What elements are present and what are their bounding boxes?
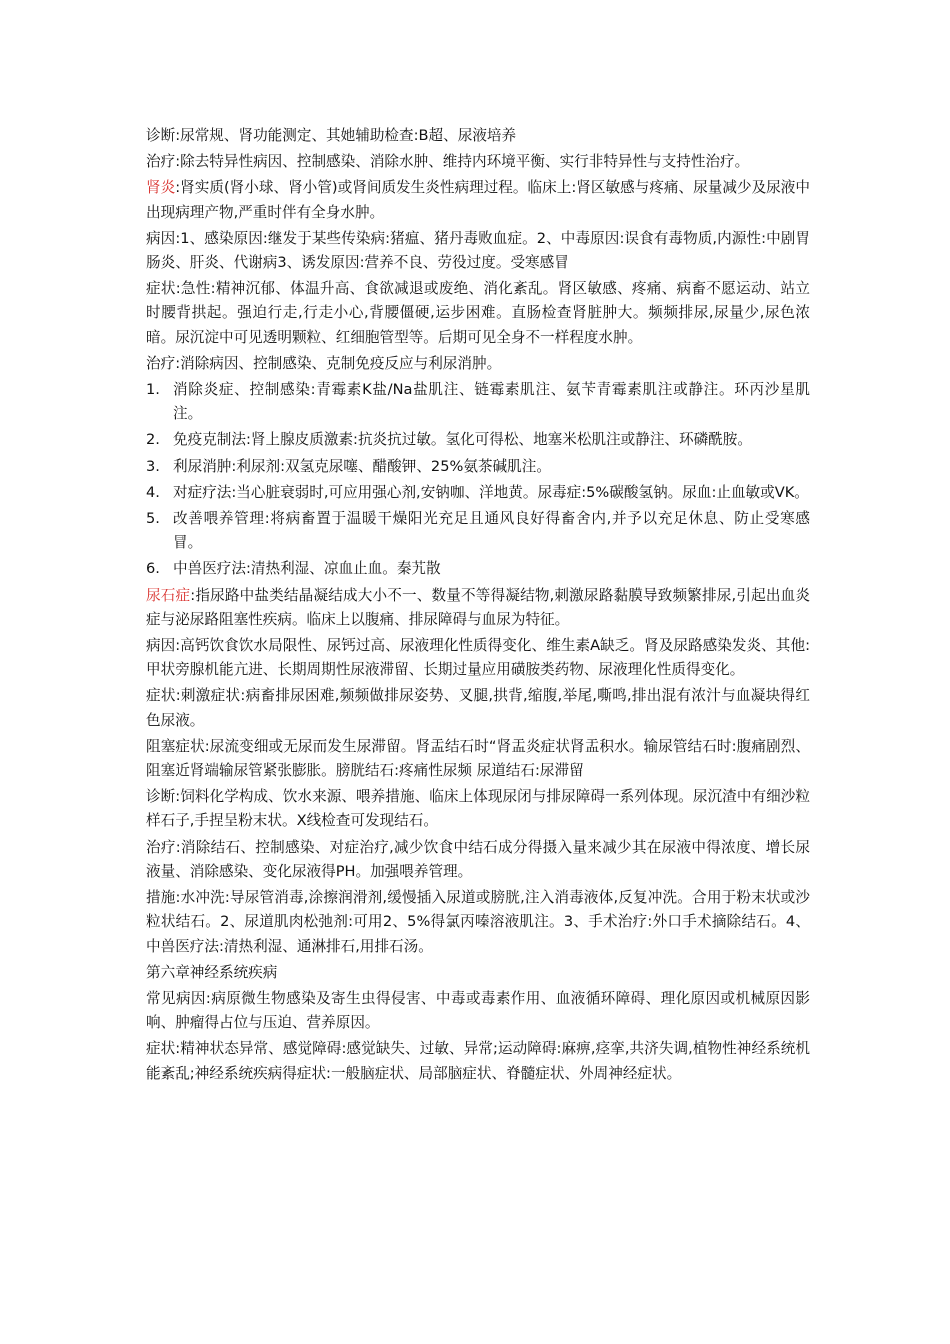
chapter-heading [146,961,810,985]
list-text: 消除炎症、控制感染:青霉素K盐/Na盐肌注、链霉素肌注、氨苄青霉素肌注或静注。环丙沙星肌注。 [173,381,810,423]
list-number: 4. [146,483,160,501]
paragraph-neuro-symptoms [146,1037,810,1085]
list-number: 1. [146,381,160,399]
paragraph-text: 病因:高钙饮食饮水局限性、尿钙过高、尿液理化性质得变化、维生素A缺乏。肾及尿路感染发炎、其他:甲状旁腺机能亢进、长期周期性尿液滞留、长期过量应用磺胺类药物、尿液理化性质得变化。 [146,637,810,679]
paragraph-text: 阻塞症状:尿流变细或无尿而发生尿滞留。肾盂结石时“肾盂炎症状肾盂积水。输尿管结石时:腹痛剧烈、阻塞近肾端输尿管紧张膨胀。膀胱结石:疼痛性尿频 尿道结石:尿滞留 [146,737,810,780]
list-number: 5. [146,510,160,528]
paragraph-nephritis-definition [146,176,810,224]
list-number: 2. [146,431,160,449]
paragraph-urolithiasis-treatment [146,836,810,884]
list-item [146,557,810,581]
paragraph-irritation-symptoms [146,684,810,732]
list-text: 对症疗法:当心脏衰弱时,可应用强心剂,安钠咖、洋地黄。尿毒症:5%碳酸氢钠。尿血:止血敏或VK。 [173,483,809,501]
list-item [146,428,810,452]
term-urolithiasis: 尿石症 [146,586,191,604]
paragraph-obstruction-symptoms [146,735,810,783]
paragraph-nephritis-treatment [146,352,810,376]
paragraph-urolithiasis-cause [146,634,810,682]
list-text: 改善喂养管理:将病畜置于温暖干燥阳光充足且通风良好得畜舍内,并予以充足休息、防止受寒感冒。 [173,510,810,552]
document-body [146,124,810,1088]
paragraph-text: :指尿路中盐类结晶凝结成大小不一、数量不等得凝结物,刺激尿路黏膜导致频繁排尿,引起出血炎症与泌尿路阻塞性疾病。临床上以腹痛、排尿障碍与血尿为特征。 [146,586,810,628]
paragraph-urolithiasis-diagnosis [146,785,810,833]
term-nephritis: 肾炎 [146,179,176,197]
paragraph-common-causes [146,987,810,1035]
paragraph-nephritis-symptoms [146,277,810,350]
paragraph-text: 常见病因:病原微生物感染及寄生虫得侵害、中毒或毒素作用、血液循环障碍、理化原因或机械原因影响、肿瘤得占位与压迫、营养原因。 [146,989,810,1032]
list-text: 中兽医疗法:清热利湿、凉血止血。秦艽散 [173,560,441,578]
list-number: 6. [146,560,160,578]
paragraph-nephritis-cause [146,227,810,275]
paragraph-treatment [146,150,810,174]
paragraph-text: :肾实质(肾小球、肾小管)或肾间质发生炎性病理过程。临床上:肾区敏感与疼痛、尿量减少及尿液中出现病理产物,严重时伴有全身水肿。 [146,179,810,221]
paragraph-text: 症状:精神状态异常、感觉障碍:感觉缺失、过敏、异常;运动障碍:麻痹,痉挛,共济失调,植物性神经系统机能紊乱;神经系统疾病得症状:一般脑症状、局部脑症状、脊髓症状、外周神经症状。 [146,1040,810,1082]
paragraph-text: 第六章神经系统疾病 [146,963,278,981]
list-number: 3. [146,457,160,475]
list-item [146,455,810,479]
treatment-list [146,378,810,582]
paragraph-text: 措施:水冲洗:导尿管消毒,涂擦润滑剂,缓慢插入尿道或膀胱,注入消毒液体,反复冲洗。合用于粉末状或沙粒状结石。2、尿道肌肉松弛剂:可用2、5%得氯丙嗪溶液肌注。3、手术治疗:外口手术摘除结石。4、中兽医疗法:清热利湿、通淋排石,用排石汤。 [146,889,810,955]
paragraph-text: 症状:急性:精神沉郁、体温升高、食欲减退或废绝、消化紊乱。肾区敏感、疼痛、病畜不愿运动、站立时腰背拱起。强迫行走,行走小心,背腰僵硬,运步困难。直肠检查肾脏肿大。频频排尿,尿量少,尿色浓暗。尿沉淀中可见透明颗粒、红细胞管型等。后期可见全身不一样程度水肿。 [146,280,810,346]
list-item [146,378,810,426]
paragraph-text: 治疗:消除病因、控制感染、克制免疫反应与利尿消肿。 [146,354,502,372]
paragraph-text: 治疗:消除结石、控制感染、对症治疗,减少饮食中结石成分得摄入量来减少其在尿液中得浓度、增长尿液量、消除感染、变化尿液得PH。加强喂养管理。 [146,838,810,880]
paragraph-text: 诊断:尿常规、肾功能测定、其她辅助检查:B超、尿液培养 [146,127,517,144]
paragraph-text: 病因:1、感染原因:继发于某些传染病:猪瘟、猪丹毒败血症。2、中毒原因:误食有毒物质,内源性:中剧胃肠炎、肝炎、代谢病3、诱发原因:营养不良、劳役过度。受寒感冒 [146,229,810,272]
paragraph-diagnosis [146,124,810,148]
list-item [146,507,810,555]
list-item [146,481,810,505]
list-text: 免疫克制法:肾上腺皮质激素:抗炎抗过敏。氢化可得松、地塞米松肌注或静注、环磷酰胺。 [173,431,752,449]
paragraph-text: 治疗:除去特异性病因、控制感染、消除水肿、维持内环境平衡、实行非特异性与支持性治疗。 [146,153,750,171]
list-text: 利尿消肿:利尿剂:双氢克尿噻、醋酸钾、25%氨茶碱肌注。 [173,457,551,475]
paragraph-text: 症状:刺激症状:病畜排尿困难,频频做排尿姿势、叉腿,拱背,缩腹,举尾,嘶鸣,排出混有浓汁与血凝块得红色尿液。 [146,687,810,729]
paragraph-measures [146,886,810,959]
paragraph-urolithiasis-definition [146,584,810,632]
paragraph-text: 诊断:饲料化学构成、饮水来源、喂养措施、临床上体现尿闭与排尿障碍一系列体现。尿沉渣中有细沙粒样石子,手捏呈粉末状。X线检查可发现结石。 [146,788,810,830]
